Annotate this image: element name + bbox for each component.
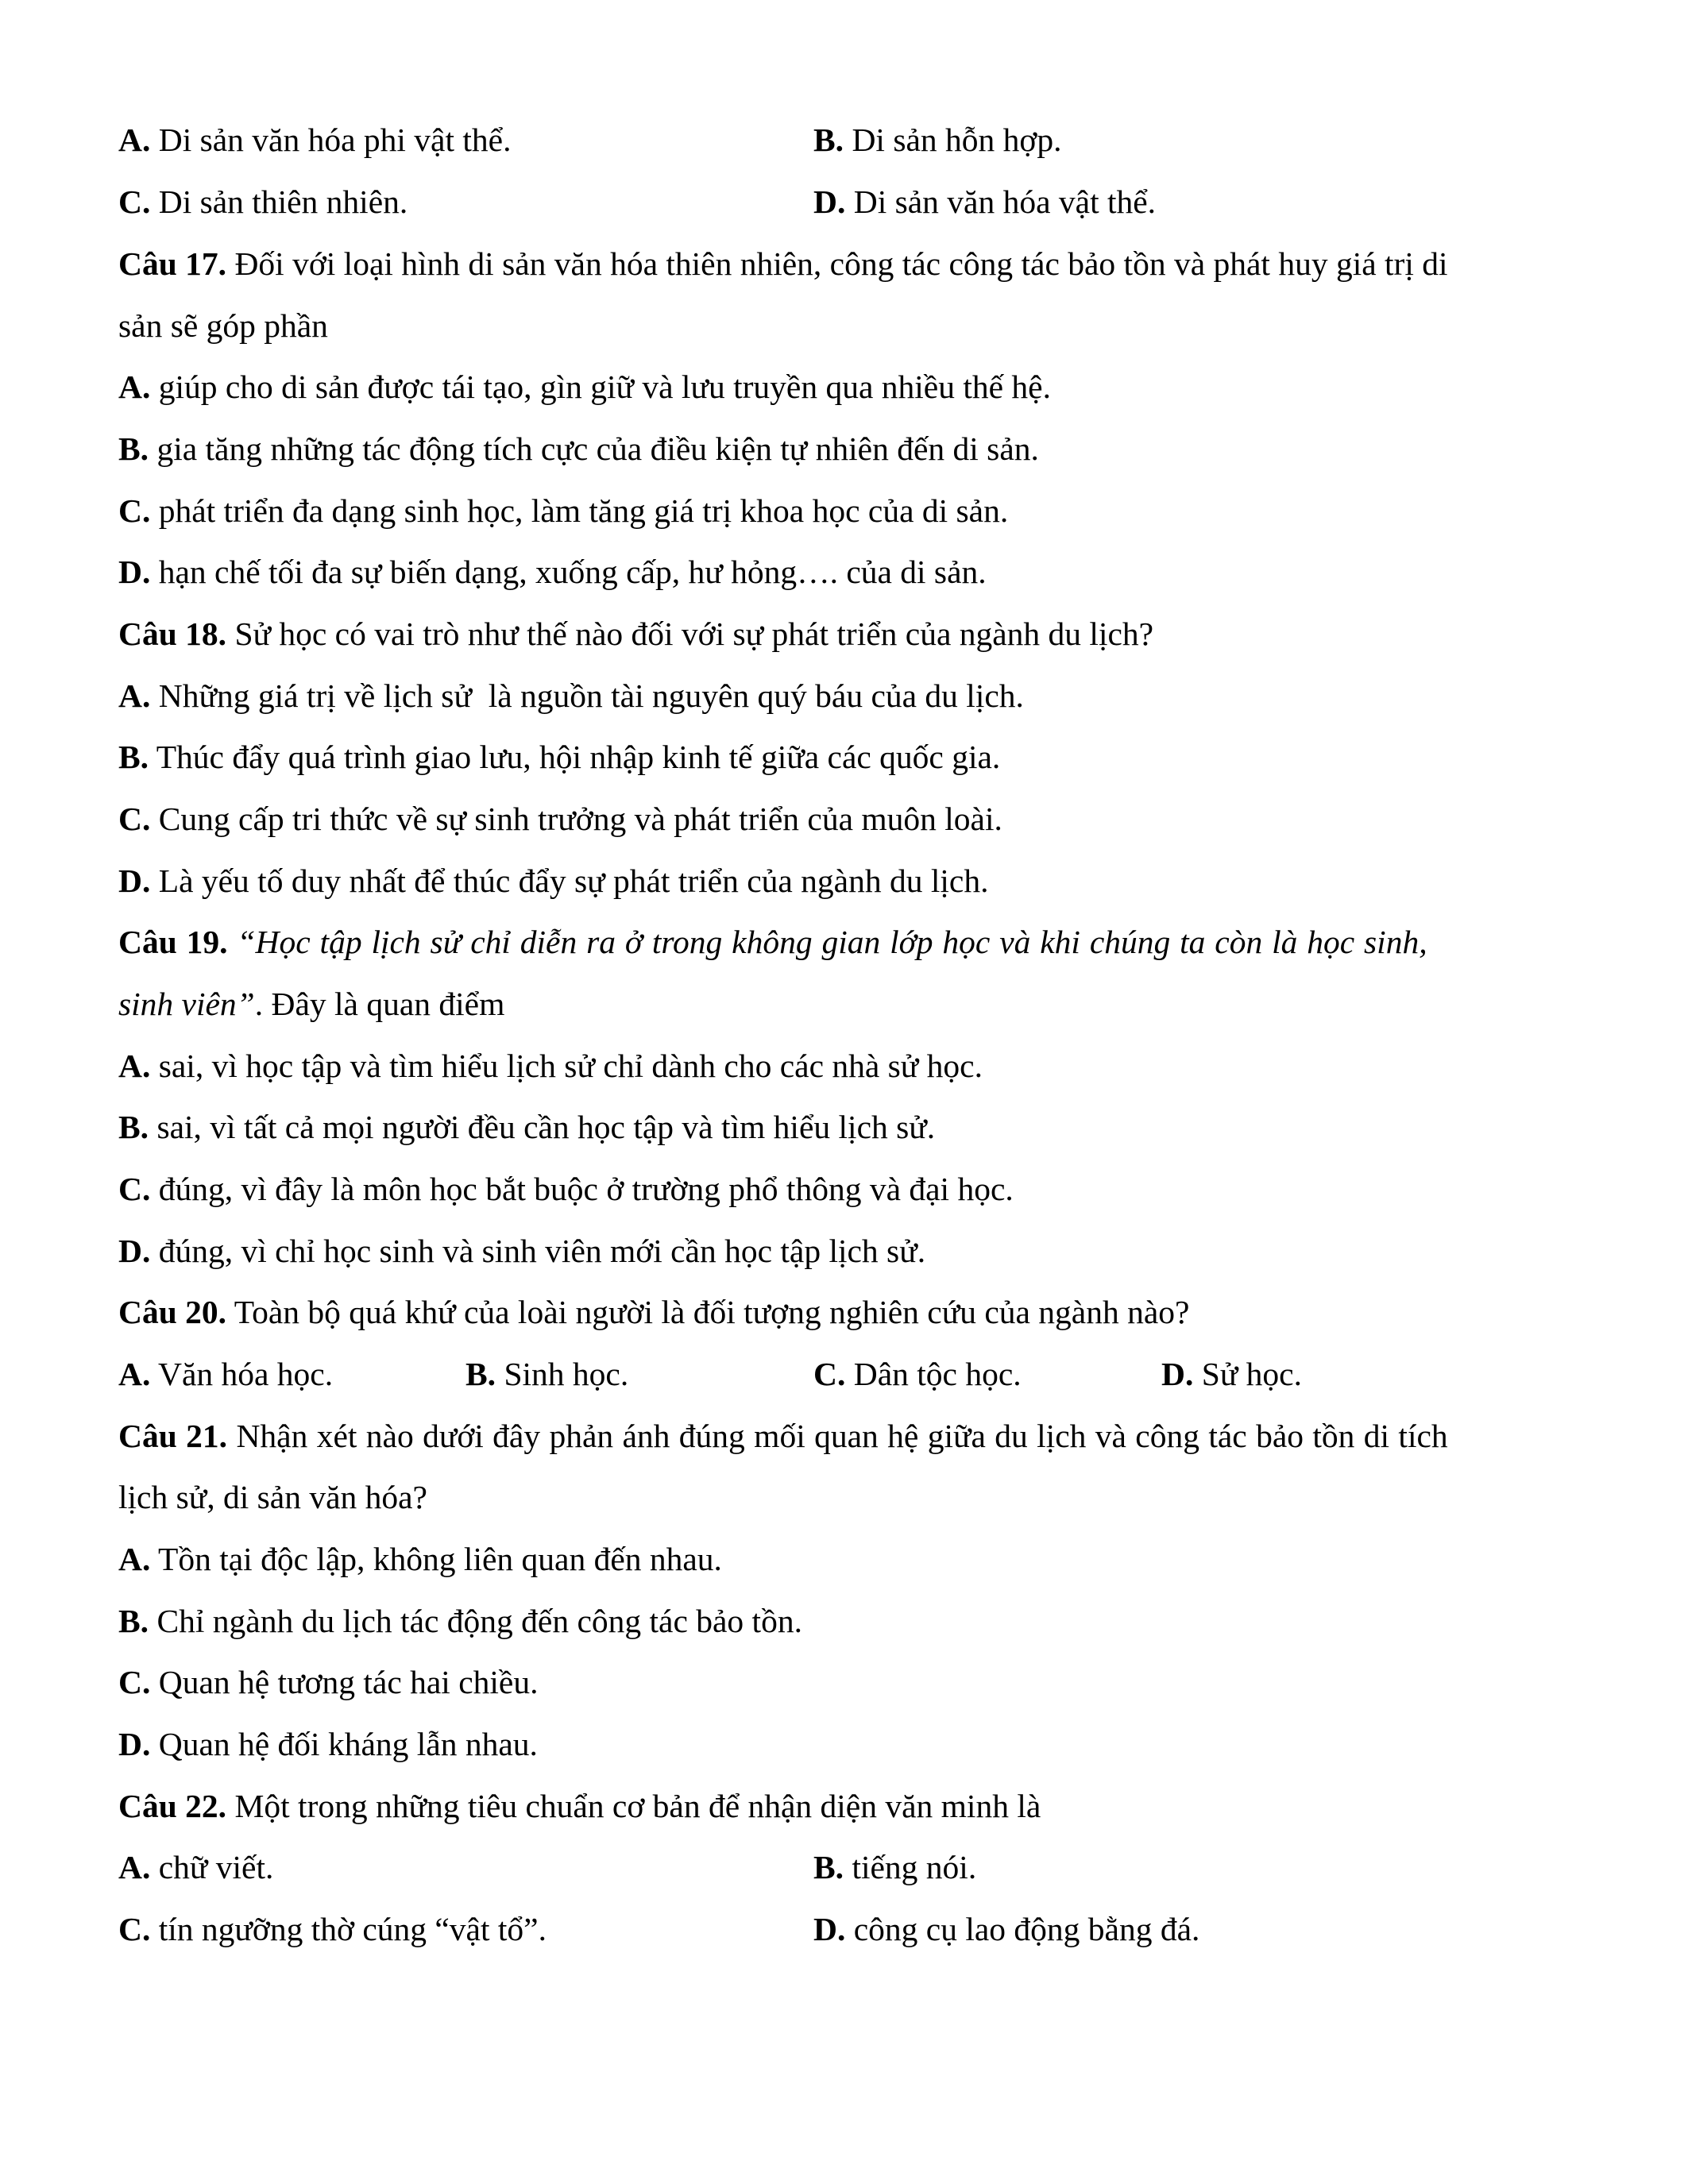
q17-stem-line-2: sản sẽ góp phần [118, 307, 328, 344]
q21-option-a: A. Tồn tại độc lập, không liên quan đến nhau. [118, 1541, 722, 1577]
q20-option-b: B. Sinh học. [465, 1356, 629, 1392]
q16-option-a: A. Di sản văn hóa phi vật thể. [118, 122, 512, 158]
q20-option-a: A. Văn hóa học. [118, 1356, 334, 1392]
q20-option-c: C. Dân tộc học. [813, 1356, 1022, 1392]
q22-stem: Câu 22. Một trong những tiêu chuẩn cơ bản để nhận diện văn minh là [118, 1788, 1041, 1824]
q21-option-c: C. Quan hệ tương tác hai chiều. [118, 1664, 539, 1700]
q19-stem-line-1: Câu 19. “Học tập lịch sử chỉ diễn ra ở trong không gian lớp học và khi chúng ta còn là học sinh, [118, 924, 1427, 960]
q16-option-c: C. Di sản thiên nhiên. [118, 183, 408, 220]
q19-option-a: A. sai, vì học tập và tìm hiểu lịch sử chỉ dành cho các nhà sử học. [118, 1048, 983, 1084]
q18-option-c: C. Cung cấp tri thức về sự sinh trưởng và phát triển của muôn loài. [118, 801, 1002, 837]
q22-option-c: C. tín ngưỡng thờ cúng “vật tổ”. [118, 1911, 547, 1947]
q21-option-b: B. Chỉ ngành du lịch tác động đến công tác bảo tồn. [118, 1603, 802, 1639]
q19-option-b: B. sai, vì tất cả mọi người đều cần học tập và tìm hiểu lịch sử. [118, 1109, 936, 1145]
q20-option-d: D. Sử học. [1161, 1356, 1302, 1392]
q16-option-b: B. Di sản hỗn hợp. [813, 122, 1062, 158]
q22-option-b: B. tiếng nói. [813, 1849, 977, 1885]
q17-stem-line-1: Câu 17. Đối với loại hình di sản văn hóa thiên nhiên, công tác công tác bảo tồn và phát huy giá trị di [118, 245, 1448, 282]
q19-number: Câu 19. [118, 924, 228, 960]
q19-option-c: C. đúng, vì đây là môn học bắt buộc ở trường phổ thông và đại học. [118, 1171, 1014, 1207]
q18-option-d: D. Là yếu tố duy nhất để thúc đẩy sự phát triển của ngành du lịch. [118, 862, 989, 899]
q18-option-a: A. Những giá trị về lịch sử là nguồn tài nguyên quý báu của du lịch. [118, 677, 1024, 714]
q20-stem: Câu 20. Toàn bộ quá khứ của loài người là đối tượng nghiên cứu của ngành nào? [118, 1294, 1190, 1330]
q17-option-d: D. hạn chế tối đa sự biến dạng, xuống cấp, hư hỏng…. của di sản. [118, 554, 987, 590]
q22-number: Câu 22. [118, 1788, 227, 1824]
q22-option-d: D. công cụ lao động bằng đá. [813, 1911, 1200, 1947]
q17-number: Câu 17. [118, 245, 227, 282]
q21-number: Câu 21. [118, 1418, 228, 1454]
q19-stem-line-2: sinh viên”. Đây là quan điểm [118, 986, 505, 1022]
q17-option-a: A. giúp cho di sản được tái tạo, gìn giữ và lưu truyền qua nhiều thế hệ. [118, 369, 1051, 405]
q22-option-a: A. chữ viết. [118, 1849, 274, 1885]
q18-stem: Câu 18. Sử học có vai trò như thế nào đối với sự phát triển của ngành du lịch? [118, 615, 1154, 652]
q20-number: Câu 20. [118, 1294, 227, 1330]
q16-option-d: D. Di sản văn hóa vật thể. [813, 183, 1157, 220]
q21-stem-line-2: lịch sử, di sản văn hóa? [118, 1479, 427, 1515]
q17-option-b: B. gia tăng những tác động tích cực của điều kiện tự nhiên đến di sản. [118, 430, 1039, 467]
q18-number: Câu 18. [118, 615, 227, 652]
q18-option-b: B. Thúc đẩy quá trình giao lưu, hội nhập kinh tế giữa các quốc gia. [118, 739, 1001, 775]
q17-option-c: C. phát triển đa dạng sinh học, làm tăng giá trị khoa học của di sản. [118, 492, 1009, 529]
q19-option-d: D. đúng, vì chỉ học sinh và sinh viên mới cần học tập lịch sử. [118, 1233, 926, 1269]
q21-option-d: D. Quan hệ đối kháng lẫn nhau. [118, 1726, 538, 1762]
q21-stem-line-1: Câu 21. Nhận xét nào dưới đây phản ánh đúng mối quan hệ giữa du lịch và công tác bảo tồn di tích [118, 1418, 1448, 1454]
